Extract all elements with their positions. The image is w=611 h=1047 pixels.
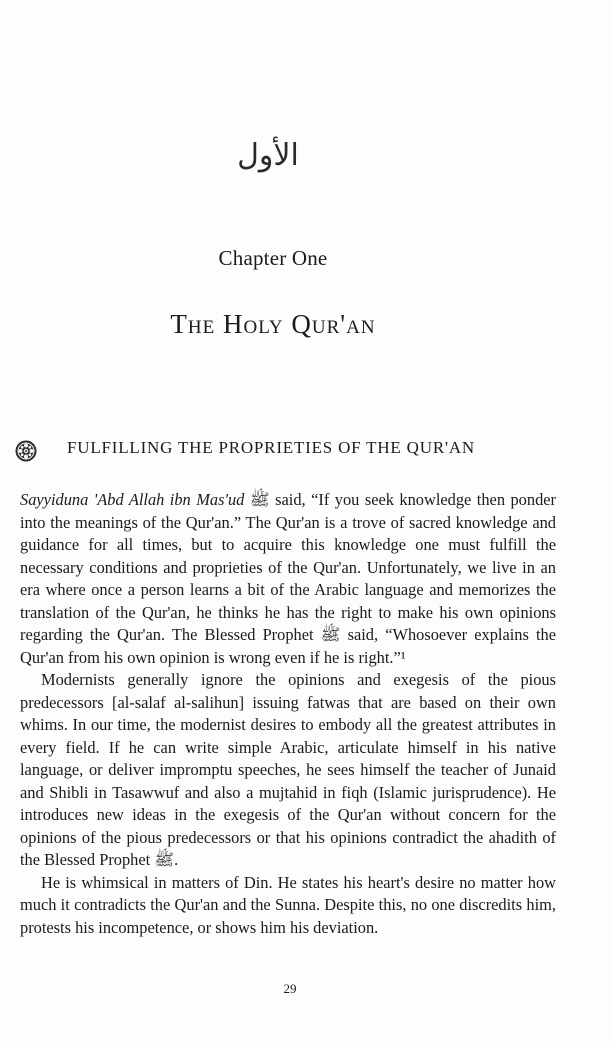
paragraph-3: He is whimsical in matters of Din. He states his heart's desire no matter how much it contradicts the Qur'an and the Sunna. Despite this, no one discredits him, protests his incompetence, or shows him his deviation. xyxy=(20,872,556,937)
honorific-symbol: ﷺ xyxy=(249,490,270,509)
chapter-title: The Holy Qur'an xyxy=(170,309,376,339)
chapter-label: Chapter One xyxy=(218,246,328,270)
arabic-heading-text: الأول xyxy=(237,138,299,173)
section-title: FULFILLING THE PROPRIETIES OF THE QUR'AN xyxy=(67,438,475,457)
body-text xyxy=(20,489,556,939)
section-heading xyxy=(15,436,555,466)
page-number: 29 xyxy=(283,981,297,996)
rosette-ornament-icon xyxy=(15,440,37,462)
paragraph-2: Modernists generally ignore the opinions and exegesis of the pious predecessors [al-salaf al-salihun] issuing fatwas that are based on their own whims. In our time, the modernist desires to embody all the greatest attributes in every field. If he can write simple Arabic, articulate himself in his native language, or deliver impromptu speeches, he sees himself the teacher of Junaid and Shibli in Tasawwuf and also a mujtahid in fiqh (Islamic jurisprudence). He introduces new ideas in the exegesis of the Qur'an without concern for the opinions of the pious predecessors or that his opinions contradict the ahadith of the Blessed Prophet ﷺ. xyxy=(20,670,556,869)
paragraph-1-text: said, “If you seek knowledge then ponder into the meanings of the Qur'an.” The Qur'an is a trove of sacred knowledge and guidance for all times, but to acquire this knowledge one must fulfill the necessary conditions and proprieties of the Qur'an. Unfortunately, we live in an era where once a person learns a bit of the Arabic language and memorizes the translation of the Qur'an, he thinks he has the right to make his own opinions regarding the Qur'an. The Blessed Prophet ﷺ said, “Whosoever explains the Qur'an from his own opinion is wrong even if he is right.”¹ xyxy=(20,490,556,667)
paragraph-1-lead: Sayyiduna 'Abd Allah ibn Mas'ud xyxy=(20,490,245,509)
arabic-calligraphy-heading xyxy=(228,132,308,180)
paragraph-1 xyxy=(20,489,556,669)
